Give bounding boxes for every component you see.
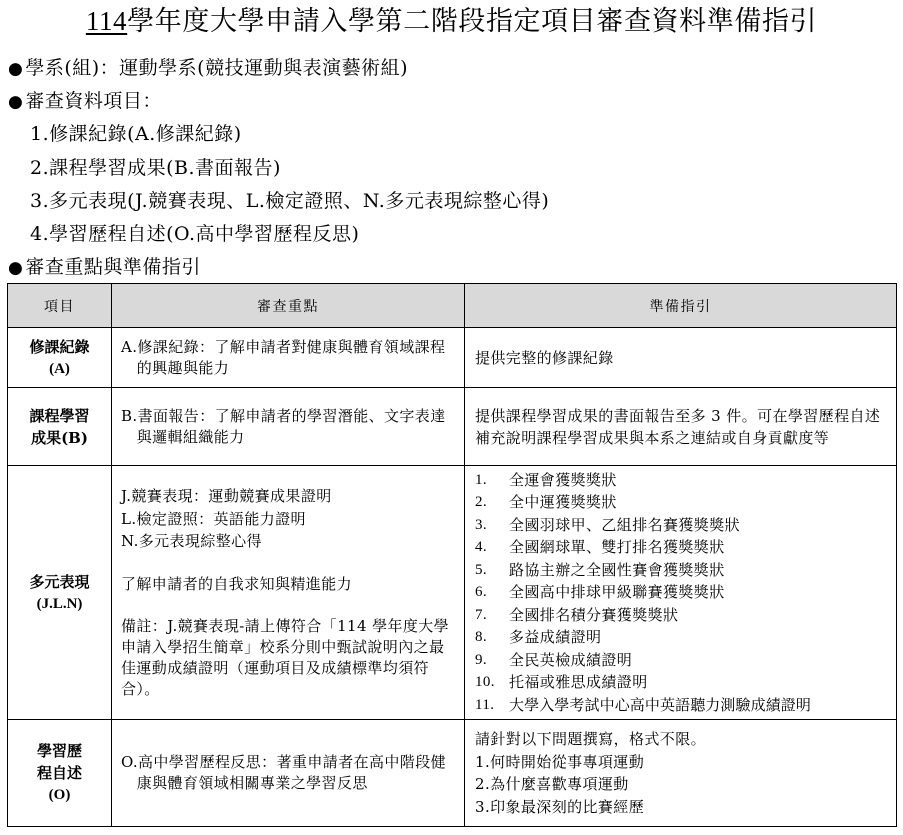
table-header-row [8, 284, 897, 328]
row-item-cell: 課程學習 成果(B) [8, 388, 112, 466]
list-item: 6. 全國高中排球甲級聯賽獲獎獎狀 [475, 583, 725, 602]
row-guide-cell [465, 466, 897, 720]
row-focus-cell: O.高中學習歷程反思：著重申請者在高中階段健康與體育領域相關專業之學習反思 [112, 720, 465, 827]
department-line: ● 學系(組)：運動學系(競技運動與表演藝術組) [8, 57, 408, 79]
focus-note: 備註：J.競賽表現-請上傳符合「114 學年度大學申請入學招生簡章」校系分則中甄試說明內之最佳運動成績證明（運動項目及成績標準均須符合）。 [121, 616, 450, 698]
review-item-1: 1.修課紀錄(A.修課紀錄) [30, 123, 242, 145]
page-title [0, 4, 903, 39]
review-item-3: 3.多元表現(J.競賽表現、L.檢定證照、N.多元表現綜整心得) [30, 190, 550, 212]
list-item: 5. 路協主辦之全國性賽會獲獎獎狀 [475, 560, 725, 579]
row-guide-cell: 請針對以下問題撰寫，格式不限。 1.何時開始從事專項運動 2.為什麼喜歡專項運動 3.印象最深刻的比賽經歷 [465, 720, 897, 827]
review-item-2: 2.課程學習成果(B.書面報告) [30, 157, 281, 179]
certificate-list [475, 469, 888, 717]
table-row [8, 466, 897, 720]
list-item: 7. 全國排名積分賽獲獎獎狀 [475, 605, 679, 624]
title-text: 學年度大學申請入學第二階段指定項目審查資料準備指引 [127, 6, 818, 37]
list-item: 4. 全國網球單、雙打排名獲獎獎狀 [475, 538, 725, 557]
bullet-icon: ● [8, 92, 24, 112]
review-guide-table [7, 283, 897, 827]
row-focus-cell: B.書面報告：了解申請者的學習潛能、文字表達與邏輯組織能力 [112, 388, 465, 466]
bullet-icon: ● [8, 59, 24, 79]
review-item-4: 4.學習歷程自述(O.高中學習歷程反思) [30, 223, 360, 245]
header-focus: 審查重點 [112, 284, 465, 328]
list-item: 11. 大學入學考試中心高中英語聽力測驗成績證明 [475, 695, 812, 714]
row-guide-cell: 提供完整的修課紀錄 [465, 328, 897, 388]
guide-heading: ● 審查重點與準備指引 [8, 256, 201, 278]
list-item: 9. 全民英檢成績證明 [475, 650, 633, 669]
title-year: 114 [85, 6, 128, 36]
list-item: 2. 全中運獲獎獎狀 [475, 493, 617, 512]
header-item: 項目 [8, 284, 112, 328]
bullet-icon: ● [8, 258, 24, 278]
list-item: 10. 托福或雅思成績證明 [475, 673, 648, 692]
review-items-heading: ● 審查資料項目： [8, 90, 162, 112]
table-row [8, 720, 897, 827]
row-item-cell: 多元表現 (J.L.N) [8, 466, 112, 720]
row-focus-cell: J.競賽表現：運動競賽成果證明 L.檢定證照：英語能力證明 N.多元表現綜整心得 了解申請者的自我求知與精進能力 備註：J.競賽表現-請上傳符合「114 學年度大學申請入學招生簡章」校系分則中甄試說明內之最佳運動成績證明（運動項目及成績標準均須符合）。 [112, 466, 465, 720]
row-item-cell: 學習歷 程自述 (O) [8, 720, 112, 827]
row-guide-cell: 提供課程學習成果的書面報告至多 3 件。可在學習歷程自述補充說明課程學習成果與本系之連結或自身貢獻度等 [465, 388, 897, 466]
table-row [8, 388, 897, 466]
header-guide: 準備指引 [465, 284, 897, 328]
list-item: 1. 全運會獲獎獎狀 [475, 470, 617, 489]
row-focus-cell: A.修課紀錄：了解申請者對健康與體育領域課程的興趣與能力 [112, 328, 465, 388]
list-item: 3. 全國羽球甲、乙組排名賽獲獎獎狀 [475, 515, 741, 534]
table-row [8, 328, 897, 388]
list-item: 8. 多益成績證明 [475, 628, 602, 647]
row-item-cell: 修課紀錄 (A) [8, 328, 112, 388]
